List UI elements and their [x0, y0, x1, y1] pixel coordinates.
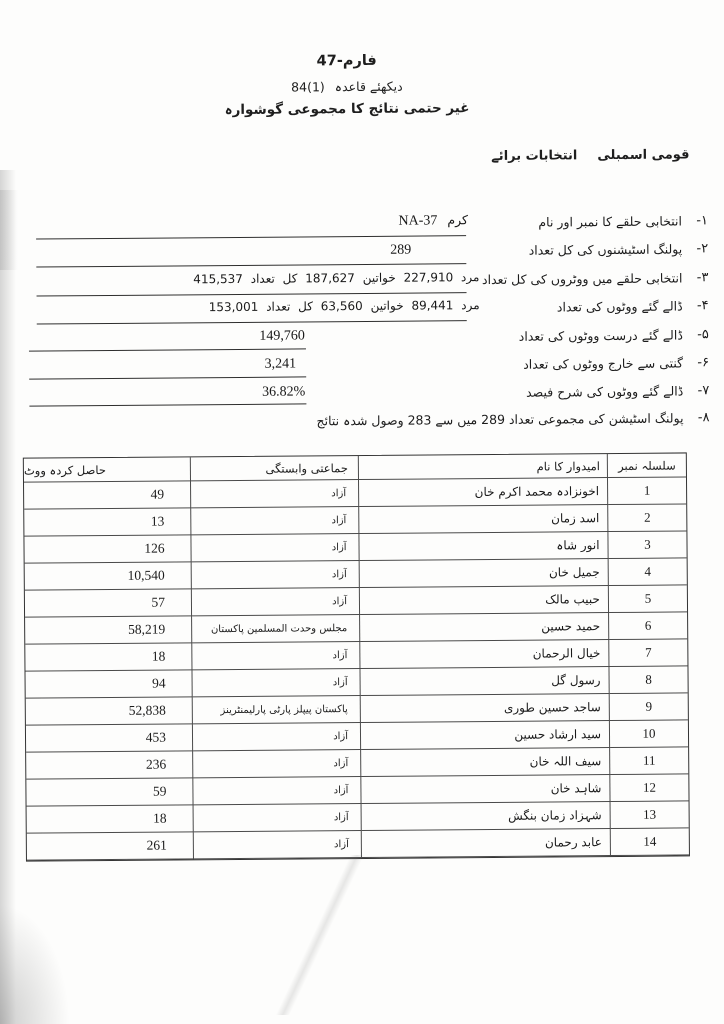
party-cell: آزاد	[193, 777, 361, 805]
votes-cell: 261	[27, 832, 194, 860]
votes-cell: 18	[25, 643, 192, 671]
item-2-value: 289	[390, 242, 412, 258]
votes-cell: 453	[26, 724, 193, 752]
votes-cell: 49	[24, 481, 191, 509]
candidate-name-cell: حبیب مالک	[360, 586, 609, 615]
candidate-name-cell: حمید حسین	[360, 613, 609, 642]
party-cell: آزاد	[191, 480, 359, 508]
party-cell: پاکستان پیپلز پارٹی پارلیمنٹرینز	[193, 696, 361, 724]
serial-cell: 9	[610, 693, 688, 721]
candidate-name-cell: عابد رحمان	[362, 829, 611, 858]
party-cell: آزاد	[194, 804, 362, 832]
item-6-label: گنتی سے خارج ووٹوں کی تعداد	[523, 355, 684, 372]
rule-reference-text: دیکھئے قاعدہ	[334, 78, 403, 95]
rule-reference-number: 84(1)	[291, 79, 325, 95]
item-1-number: ۱-	[696, 213, 709, 229]
serial-cell: 6	[609, 612, 687, 640]
serial-cell: 5	[609, 585, 687, 613]
item-4-label: ڈالے گئے ووٹوں کی تعداد	[556, 298, 683, 315]
value-underline	[29, 376, 306, 379]
candidate-name-cell: سیف اللہ خان	[361, 748, 610, 777]
party-cell: آزاد	[191, 534, 359, 562]
item-5-label: ڈالے گئے درست ووٹوں کی تعداد	[518, 327, 683, 344]
column-header-party: جماعتی وابستگی	[191, 456, 359, 481]
candidate-name-cell: شاہد خان	[361, 775, 610, 804]
column-header-serial: سلسلہ نمبر	[608, 453, 686, 478]
votes-cell: 18	[27, 805, 194, 833]
party-cell: آزاد	[193, 723, 361, 751]
votes-cell: 126	[24, 535, 191, 563]
party-cell: مجلس وحدت المسلمین پاکستان	[192, 615, 360, 643]
item-3-number: ۳-	[696, 270, 709, 286]
party-cell: آزاد	[193, 750, 361, 778]
serial-cell: 13	[611, 801, 689, 829]
item-8-label: پولنگ اسٹیشن کی مجموعی تعداد 289 میں سے 283 وصول شدہ نتائج	[316, 410, 684, 429]
candidate-name-cell: ساجد حسین طوری	[361, 694, 610, 723]
serial-cell: 4	[609, 558, 687, 586]
item-2-number: ۲-	[696, 241, 709, 257]
votes-cell: 58,219	[25, 616, 192, 644]
candidate-name-cell: سید ارشاد حسین	[361, 721, 610, 750]
item-4-value: مرد 89,441 خواتین 63,560 کل تعداد 153,001	[208, 298, 480, 315]
candidate-name-cell: شہزاد زمان بنگش	[362, 802, 611, 831]
serial-cell: 7	[609, 639, 687, 667]
item-3-label: انتخابی حلقے میں ووٹروں کی کل تعداد	[481, 270, 683, 288]
item-4-number: ۴-	[696, 298, 709, 314]
document-subtitle: غیر حتمی نتائج کا مجموعی گوشوارہ	[224, 100, 470, 119]
constituency-code: NA-37	[398, 213, 438, 229]
rule-reference	[0, 76, 697, 96]
serial-cell: 1	[608, 477, 686, 505]
serial-cell: 3	[608, 531, 686, 559]
form-number-title: فارم-47	[316, 52, 377, 70]
serial-cell: 11	[610, 747, 688, 775]
item-2-label: پولنگ اسٹیشنوں کی کل تعداد	[528, 241, 683, 258]
item-1-value	[398, 212, 468, 230]
votes-cell: 57	[25, 589, 192, 617]
candidate-name-cell: رسول گل	[360, 667, 609, 696]
value-underline	[37, 292, 467, 296]
candidate-name-cell: اسد زمان	[359, 505, 608, 534]
serial-cell: 12	[610, 774, 688, 802]
item-1-label: انتخابی حلقے کا نمبر اور نام	[538, 213, 683, 230]
candidate-name-cell: انور شاہ	[359, 532, 608, 561]
party-cell: آزاد	[192, 642, 360, 670]
value-underline	[29, 348, 306, 351]
party-cell: آزاد	[192, 561, 360, 589]
constituency-name: کرم	[447, 212, 469, 228]
item-6-number: ۶-	[697, 355, 710, 371]
party-cell: آزاد	[192, 669, 360, 697]
value-underline	[36, 235, 466, 239]
election-for-label: انتخابات برائے	[491, 148, 578, 164]
column-header-candidate: امیدوار کا نام	[359, 454, 608, 480]
party-cell: آزاد	[194, 831, 362, 859]
scan-shadow-left-edge	[0, 170, 16, 1024]
item-6-value: 3,241	[264, 356, 297, 372]
scan-crease	[240, 855, 400, 1015]
serial-cell: 14	[611, 828, 689, 856]
party-cell: آزاد	[192, 588, 360, 616]
column-header-votes: حاصل کردہ ووٹ	[24, 457, 191, 482]
item-7-value: 36.82%	[262, 384, 306, 400]
item-7-number: ۷-	[697, 383, 710, 399]
votes-cell: 52,838	[26, 697, 193, 725]
candidate-name-cell: جمیل خان	[360, 559, 609, 588]
election-for-line	[491, 147, 689, 164]
item-5-number: ۵-	[697, 327, 709, 343]
candidate-name-cell: خیال الرحمان	[360, 640, 609, 669]
value-underline	[37, 320, 467, 324]
scan-shadow-corner	[0, 904, 70, 1024]
serial-cell: 2	[608, 504, 686, 532]
votes-cell: 59	[26, 778, 193, 806]
votes-cell: 94	[25, 670, 192, 698]
party-cell: آزاد	[191, 507, 359, 535]
item-7-label: ڈالے گئے ووٹوں کی شرح فیصد	[526, 383, 684, 400]
votes-cell: 236	[26, 751, 193, 779]
serial-cell: 8	[609, 666, 687, 694]
item-8-number: ۸-	[697, 410, 710, 426]
votes-cell: 10,540	[25, 562, 192, 590]
votes-cell: 13	[24, 508, 191, 536]
serial-cell: 10	[610, 720, 688, 748]
candidate-name-cell: اخونزادہ محمد اکرم خان	[359, 478, 608, 507]
item-3-value: مرد 227,910 خواتین 187,627 کل تعداد 415,537	[193, 270, 480, 287]
scan-shadow-patch	[0, 190, 18, 270]
value-underline	[29, 403, 306, 406]
item-5-value: 149,760	[259, 328, 305, 344]
assembly-name: قومی اسمبلی	[597, 147, 690, 164]
results-table	[23, 452, 690, 861]
value-underline	[36, 263, 466, 267]
